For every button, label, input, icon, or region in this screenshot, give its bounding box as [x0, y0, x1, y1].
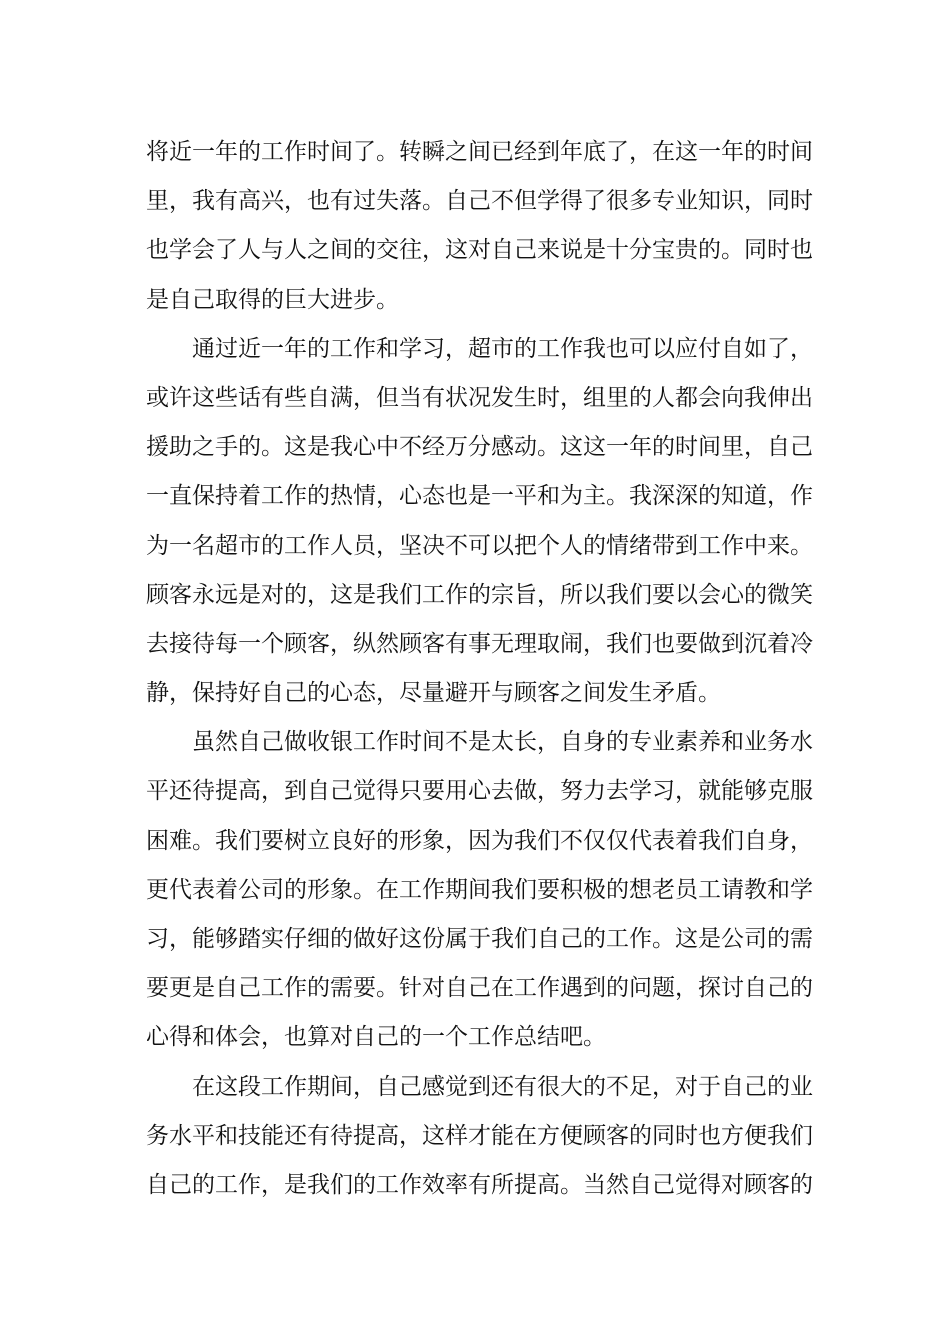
text-line: 虽然自己做收银工作时间不是太长，自身的专业素养和业务水	[192, 729, 813, 756]
text-line: 为一名超市的工作人员，坚决不可以把个人的情绪带到工作中来。	[146, 532, 813, 559]
text-line: 心得和体会，也算对自己的一个工作总结吧。	[146, 1024, 606, 1051]
text-line: 自己的工作，是我们的工作效率有所提高。当然自己觉得对顾客的	[146, 1171, 813, 1198]
text-line: 顾客永远是对的，这是我们工作的宗旨，所以我们要以会心的微笑	[146, 581, 813, 608]
text-line: 也学会了人与人之间的交往，这对自己来说是十分宝贵的。同时也	[146, 237, 813, 264]
text-line: 平还待提高，到自己觉得只要用心去做，努力去学习，就能够克服	[146, 778, 813, 805]
paragraph-2	[146, 325, 811, 719]
text-line: 务水平和技能还有待提高，这样才能在方便顾客的同时也方便我们	[146, 1122, 813, 1149]
text-line: 困难。我们要树立良好的形象，因为我们不仅仅代表着我们自身，	[146, 827, 813, 854]
paragraph-1	[146, 128, 811, 325]
text-line: 要更是自己工作的需要。针对自己在工作遇到的问题，探讨自己的	[146, 975, 813, 1002]
text-line: 习，能够踏实仔细的做好这份属于我们自己的工作。这是公司的需	[146, 926, 813, 952]
text-line: 是自己取得的巨大进步。	[146, 286, 399, 313]
text-line: 里，我有高兴，也有过失落。自己不但学得了很多专业知识，同时	[146, 188, 813, 215]
text-line: 将近一年的工作时间了。转瞬之间已经到年底了，在这一年的时间	[146, 139, 813, 165]
paragraph-3	[146, 718, 811, 1062]
text-line: 更代表着公司的形象。在工作期间我们要积极的想老员工请教和学	[146, 876, 813, 903]
text-line: 去接待每一个顾客，纵然顾客有事无理取闹，我们也要做到沉着冷	[146, 630, 813, 657]
text-line: 援助之手的。这是我心中不经万分感动。这这一年的时间里，自己	[146, 434, 813, 461]
body-text	[146, 128, 811, 1210]
text-line: 静，保持好自己的心态，尽量避开与顾客之间发生矛盾。	[146, 680, 721, 707]
text-line: 通过近一年的工作和学习，超市的工作我也可以应付自如了，	[192, 335, 813, 362]
paragraph-4	[146, 1063, 811, 1211]
text-line: 一直保持着工作的热情，心态也是一平和为主。我深深的知道，作	[146, 483, 813, 510]
text-line: 在这段工作期间，自己感觉到还有很大的不足，对于自己的业	[192, 1073, 813, 1100]
text-line: 或许这些话有些自满，但当有状况发生时，组里的人都会向我伸出	[146, 384, 813, 411]
